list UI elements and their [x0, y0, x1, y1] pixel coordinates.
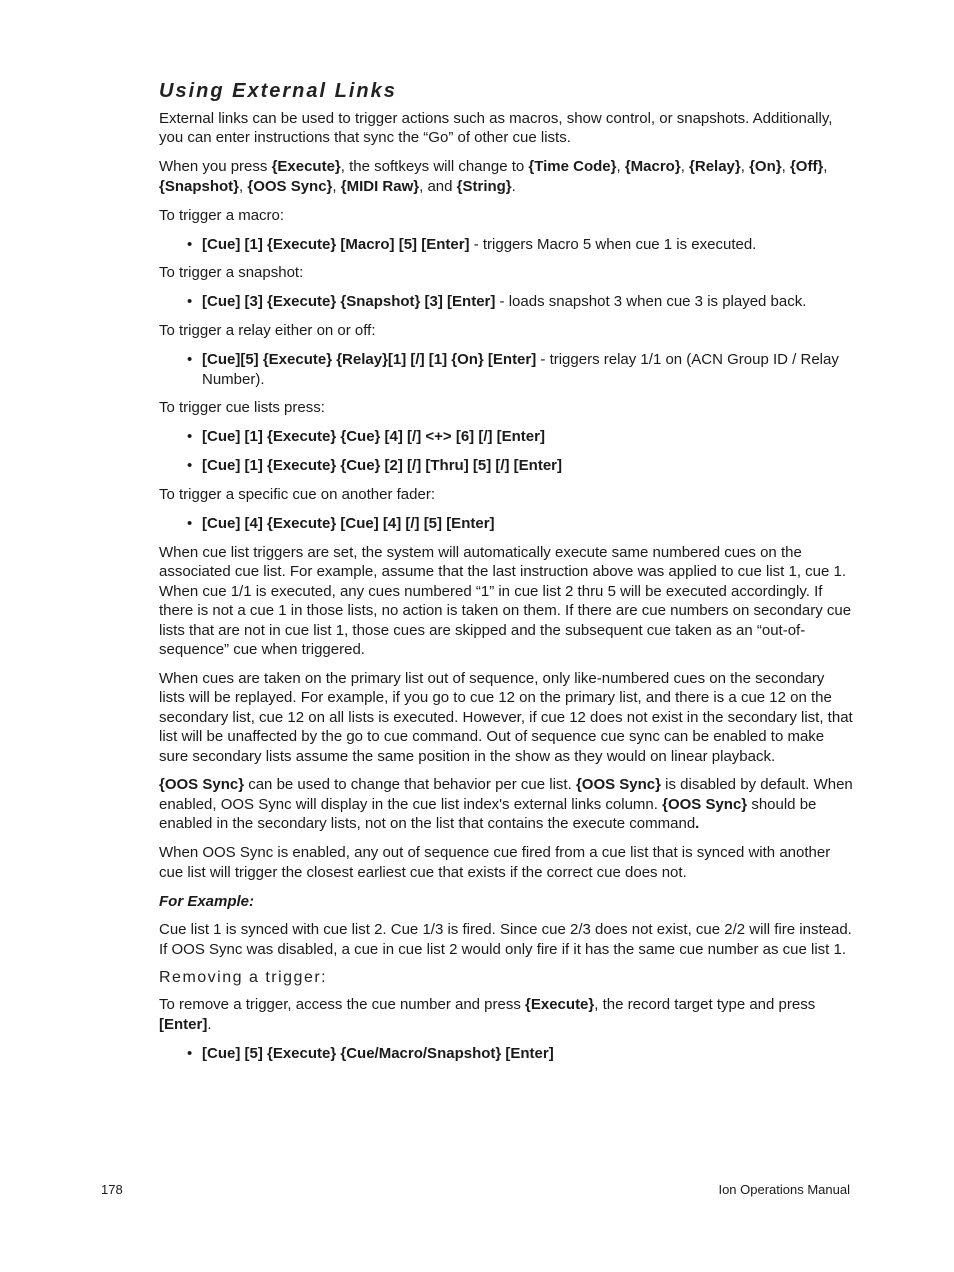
- oos-sync-key: {OOS Sync}: [159, 776, 245, 794]
- oos-sync-paragraph: [159, 775, 854, 833]
- cue-lists-list: [159, 427, 854, 475]
- key-sequence: [Cue] [3] {Execute} {Snapshot} [3] [Enter]: [202, 293, 496, 311]
- cue-list-triggers-paragraph: When cue list triggers are set, the system will automatically execute same numbered cues on the associated cue list. For example, assume that the last instruction above was applied to cue list 1, cue 1. When cue 1/1 is executed, any cues numbered “1” in cue list 2 thru 5 will be executed accordingly. If there is not a cue 1 in those lists, no action is taken on them. If there are cue numbers on secondary cue lists that are not in cue list 1, those cues are skipped and the subsequent cue taken as an “out-of-sequence” cue when triggered.: [159, 544, 852, 659]
- separator: ,: [680, 158, 690, 176]
- time-code-key: {Time Code}: [528, 158, 617, 176]
- oos-sync-key: {OOS Sync}: [575, 776, 661, 794]
- out-of-sequence-paragraph: When cues are taken on the primary list out of sequence, only like-numbered cues on the secondary lists will be replayed. For example, if you go to cue 12 on the primary list, and there is a cue 12 on the secondary list, cue 12 on all lists is executed. However, if cue 12 does not exist in the secondary list, that list will be unaffected by the go to cue command. Out of sequence cue sync can be enabled to make sure secondary lists assume the same position in the show as they would on linear playback.: [159, 669, 853, 765]
- example-label: For Example:: [159, 892, 255, 910]
- bullet-icon: •: [187, 428, 193, 446]
- text: , the softkeys will change to: [340, 158, 529, 176]
- remove-list: [159, 1044, 854, 1063]
- bullet-icon: •: [187, 235, 193, 253]
- snapshot-list: [159, 292, 854, 311]
- text: When you press: [159, 158, 272, 176]
- list-item: [159, 514, 854, 533]
- enter-key: [Enter]: [159, 1015, 208, 1033]
- separator: ,: [239, 177, 248, 195]
- period: .: [207, 1015, 212, 1033]
- separator: ,: [332, 177, 341, 195]
- text: , the record target type and press: [594, 996, 816, 1014]
- example-paragraph: Cue list 1 is synced with cue list 2. Cue 1/3 is fired. Since cue 2/3 does not exist, cue 2/2 will fire instead. If OOS Sync was disabled, a cue in cue list 2 would only fire if it has the same cue number as cue list 1.: [159, 921, 852, 958]
- bullet-icon: •: [187, 457, 193, 475]
- key-sequence: [Cue] [1] {Execute} {Cue} [2] [/] [Thru] [5] [/] [Enter]: [202, 457, 563, 475]
- key-sequence: [Cue] [4] {Execute} [Cue] [4] [/] [5] [Enter]: [202, 515, 495, 533]
- list-item: [159, 427, 854, 446]
- manual-title: Ion Operations Manual: [718, 1182, 850, 1197]
- key-sequence: [Cue] [1] {Execute} [Macro] [5] [Enter]: [202, 235, 470, 253]
- text: is disabled by default. When enabled, OOS Sync will display in the cue list index's external links column.: [159, 776, 853, 813]
- relay-list: [159, 350, 854, 389]
- page-number: 178: [101, 1182, 123, 1197]
- removing-trigger-title: Removing a trigger:: [159, 969, 328, 987]
- macro-label: To trigger a macro:: [159, 206, 285, 224]
- separator: , and: [419, 177, 457, 195]
- snapshot-label: To trigger a snapshot:: [159, 264, 304, 282]
- section-title: Using External Links: [159, 80, 397, 102]
- text: can be used to change that behavior per cue list.: [244, 776, 576, 794]
- list-item: [159, 456, 854, 475]
- specific-cue-label: To trigger a specific cue on another fader:: [159, 486, 435, 504]
- item-description: - triggers Macro 5 when cue 1 is executed.: [469, 235, 757, 253]
- specific-cue-list: [159, 514, 854, 533]
- period: .: [511, 177, 516, 195]
- separator: ,: [616, 158, 625, 176]
- bullet-icon: •: [187, 515, 193, 533]
- macro-list: [159, 235, 854, 254]
- text: should be enabled in the secondary lists, not on the list that contains the execute command: [159, 795, 817, 833]
- execute-key: {Execute}: [271, 158, 341, 176]
- string-key: {String}: [456, 177, 512, 195]
- list-item: [159, 350, 854, 389]
- oos-sync-key: {OOS Sync}: [247, 177, 333, 195]
- key-sequence: [Cue] [1] {Execute} {Cue} [4] [/] <+> [6] [/] [Enter]: [202, 428, 545, 446]
- list-item: [159, 1044, 854, 1063]
- off-key: {Off}: [789, 158, 824, 176]
- snapshot-key: {Snapshot}: [159, 177, 240, 195]
- bullet-icon: •: [187, 293, 193, 311]
- softkeys-paragraph: [159, 157, 854, 196]
- list-item: [159, 292, 854, 311]
- list-item: [159, 235, 854, 254]
- separator: ,: [823, 158, 828, 176]
- page-content: [159, 80, 854, 1072]
- midi-raw-key: {MIDI Raw}: [340, 177, 420, 195]
- separator: ,: [781, 158, 790, 176]
- item-description: - loads snapshot 3 when cue 3 is played back.: [495, 293, 807, 311]
- bullet-icon: •: [187, 1044, 193, 1062]
- oos-enabled-paragraph: When OOS Sync is enabled, any out of sequence cue fired from a cue list that is synced with another cue list will trigger the closest earliest cue that exists if the correct cue does not.: [159, 844, 831, 881]
- cue-lists-label: To trigger cue lists press:: [159, 399, 325, 417]
- relay-label: To trigger a relay either on or off:: [159, 322, 376, 340]
- execute-key: {Execute}: [525, 996, 595, 1014]
- separator: ,: [740, 158, 750, 176]
- text: To remove a trigger, access the cue number and press: [159, 996, 526, 1014]
- relay-key: {Relay}: [689, 158, 741, 176]
- period: .: [695, 815, 700, 833]
- key-sequence: [Cue][5] {Execute} {Relay}[1] [/] [1] {On} [Enter]: [202, 351, 537, 369]
- bullet-icon: •: [187, 351, 193, 369]
- oos-sync-key: {OOS Sync}: [662, 795, 748, 813]
- macro-key: {Macro}: [624, 158, 681, 176]
- key-sequence: [Cue] [5] {Execute} {Cue/Macro/Snapshot} [Enter]: [202, 1044, 554, 1062]
- item-description: - triggers relay 1/1 on (ACN Group ID / Relay Number).: [202, 351, 839, 388]
- intro-paragraph: External links can be used to trigger actions such as macros, show control, or snapshots. Additionally, you can enter instructions that sync the “Go” of other cue lists.: [159, 110, 833, 147]
- on-key: {On}: [749, 158, 782, 176]
- remove-paragraph: [159, 995, 854, 1034]
